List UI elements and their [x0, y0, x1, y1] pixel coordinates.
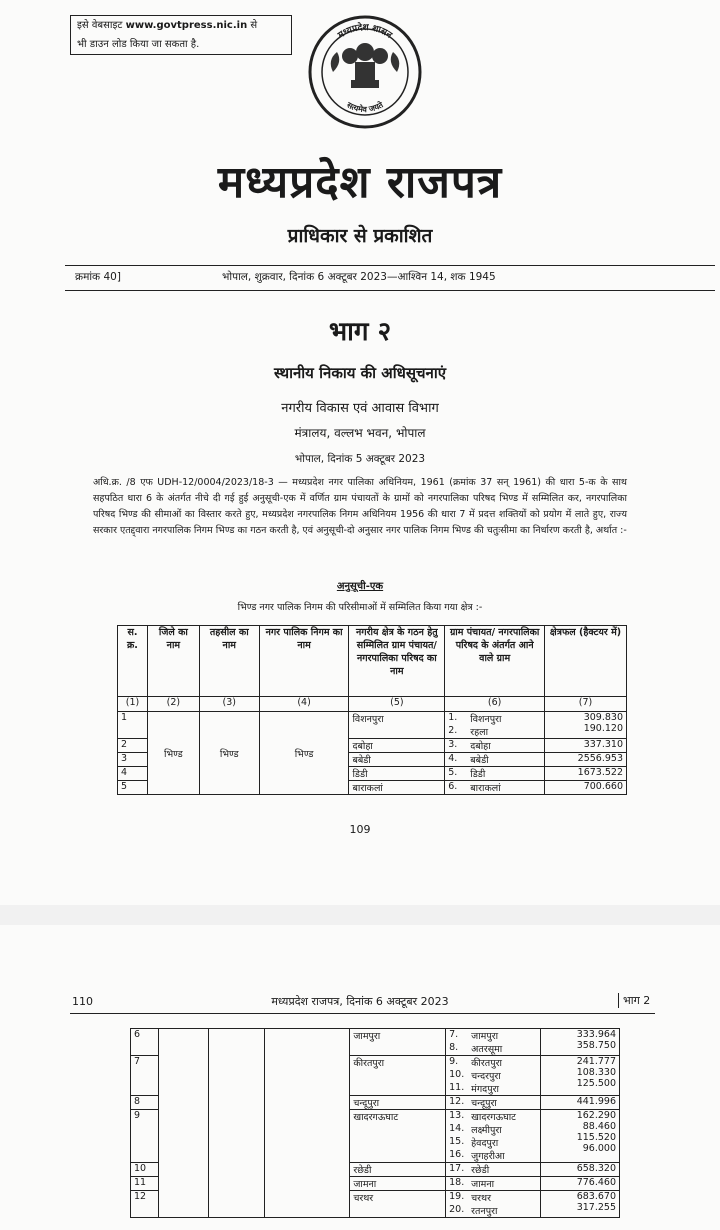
running-part: भाग 2: [618, 993, 650, 1008]
village-item: [449, 1110, 537, 1123]
schedule-table-page2: [130, 1028, 620, 1218]
table-header-row: [118, 626, 627, 697]
area-value: 108.330: [576, 1067, 616, 1078]
notification-date: भोपाल, दिनांक 5 अक्टूबर 2023: [294, 453, 426, 465]
village-number: 5.: [448, 767, 458, 778]
village-number: 13.: [449, 1110, 465, 1121]
village-name: दबोहा: [470, 741, 491, 752]
notice-text: इसे वेबसाइट: [77, 20, 126, 31]
area-list: [545, 712, 627, 739]
village-item: [449, 1082, 537, 1095]
area-value: 88.460: [582, 1121, 616, 1132]
serial-number: 5: [118, 781, 148, 795]
column-number-row: [118, 697, 627, 712]
village-item: [448, 781, 541, 794]
area-value: 683.670: [576, 1191, 616, 1202]
department-name: नगरीय विकास एवं आवास विभाग: [281, 401, 439, 416]
panchayat-name: कीरतपुरा: [350, 1056, 446, 1096]
page-number-2: 110: [72, 995, 93, 1008]
area-value: 700.660: [583, 781, 623, 792]
serial-number: 12: [131, 1191, 159, 1218]
download-notice: [70, 15, 292, 55]
village-list: [446, 1096, 541, 1110]
column-number: (6): [445, 697, 545, 712]
panchayat-name: बबेडी: [349, 753, 445, 767]
village-name: रहला: [470, 727, 489, 738]
area-list: [541, 1191, 620, 1218]
area-value: 337.310: [583, 739, 623, 750]
village-name: रछेडी: [471, 1165, 490, 1176]
village-number: 15.: [449, 1136, 465, 1147]
schedule-caption: भिण्ड नगर पालिक निगम की परिसीमाओं में सम्मिलित किया गया क्षेत्र :-: [237, 602, 483, 613]
gazette-title: मध्यप्रदेश राजपत्र: [217, 157, 503, 208]
divider-top: [65, 265, 715, 266]
part-title: भाग २: [328, 317, 392, 347]
area-list: [541, 1029, 620, 1056]
emblem-top-text: मध्यप्रदेश शासन: [336, 22, 394, 41]
area-list: [545, 753, 627, 767]
village-number: 18.: [449, 1177, 465, 1188]
area-value: 241.777: [576, 1056, 616, 1067]
village-number: 3.: [448, 739, 458, 750]
column-header: ग्राम पंचायत/ नगरपालिका परिषद के अंतर्गत आने वाले ग्राम: [445, 626, 545, 697]
table-row: [131, 1029, 620, 1056]
website-link[interactable]: www.govtpress.nic.in: [125, 20, 248, 31]
village-list: [446, 1191, 541, 1218]
column-number: (1): [118, 697, 148, 712]
village-item: [449, 1177, 537, 1190]
village-list: [446, 1110, 541, 1163]
panchayat-name: डिडी: [349, 767, 445, 781]
village-number: 4.: [448, 753, 458, 764]
village-item: [448, 712, 541, 725]
area-value: 441.996: [576, 1096, 616, 1107]
village-list: [445, 781, 545, 795]
village-number: 20.: [449, 1204, 465, 1215]
area-list: [545, 739, 627, 753]
column-number: (5): [349, 697, 445, 712]
village-name: हेवदपुरा: [471, 1138, 499, 1149]
village-name: अतरसूमा: [471, 1044, 503, 1055]
area-value: 115.520: [576, 1132, 616, 1143]
village-list: [446, 1056, 541, 1096]
village-item: [449, 1096, 537, 1109]
area-value: 333.964: [576, 1029, 616, 1040]
column-header: नगरीय क्षेत्र के गठन हेतु सम्मिलित ग्राम पंचायत/नगरपालिका परिषद का नाम: [349, 626, 445, 697]
area-list: [541, 1096, 620, 1110]
village-name: खादरगऊघाट: [471, 1112, 516, 1123]
serial-number: 10: [131, 1163, 159, 1177]
village-number: 17.: [449, 1163, 465, 1174]
village-number: 12.: [449, 1096, 465, 1107]
serial-number: 1: [118, 712, 148, 739]
village-list: [445, 767, 545, 781]
gazette-subtitle: प्राधिकार से प्रकाशित: [287, 225, 433, 247]
panchayat-name: चन्दूपुरा: [350, 1096, 446, 1110]
column-header: स. क्र.: [118, 626, 148, 697]
area-value: 1673.522: [577, 767, 623, 778]
panchayat-name: दबोहा: [349, 739, 445, 753]
department-address: मंत्रालय, वल्लभ भवन, भोपाल: [294, 426, 426, 440]
village-name: जुगहरीआ: [471, 1151, 505, 1162]
column-header: नगर पालिक निगम का नाम: [259, 626, 349, 697]
schedule-table-page1: [117, 625, 627, 795]
notice-text-line2: भी डाउन लोड किया जा सकता है.: [77, 39, 200, 50]
village-list: [445, 739, 545, 753]
village-name: जामपुरा: [471, 1031, 499, 1042]
village-name: चन्दूपुरा: [471, 1098, 497, 1109]
village-name: जामना: [471, 1179, 495, 1190]
area-value: 162.290: [576, 1110, 616, 1121]
column-number: (7): [545, 697, 627, 712]
area-list: [541, 1056, 620, 1096]
village-name: चन्दरपुरा: [471, 1071, 501, 1082]
serial-number: 3: [118, 753, 148, 767]
serial-number: 4: [118, 767, 148, 781]
village-number: 7.: [449, 1029, 459, 1040]
running-header: मध्यप्रदेश राजपत्र, दिनांक 6 अक्टूबर 2023: [271, 995, 449, 1008]
tehsil-cell: [208, 1029, 264, 1218]
village-name: लक्ष्मीपुरा: [471, 1125, 502, 1136]
page2-rule: [70, 1013, 655, 1014]
panchayat-name: जामपुरा: [350, 1029, 446, 1056]
village-item: [449, 1069, 537, 1082]
section-title: स्थानीय निकाय की अधिसूचनाएं: [273, 364, 447, 382]
village-item: [449, 1204, 537, 1217]
panchayat-name: खादरगऊघाट: [350, 1110, 446, 1163]
area-list: [541, 1110, 620, 1163]
village-number: 10.: [449, 1069, 465, 1080]
table-row: [118, 712, 627, 739]
area-list: [541, 1163, 620, 1177]
village-number: 8.: [449, 1042, 459, 1053]
village-number: 19.: [449, 1191, 465, 1202]
area-value: 317.255: [576, 1202, 616, 1213]
panchayat-name: रछेडी: [350, 1163, 446, 1177]
village-name: कीरतपुरा: [471, 1058, 502, 1069]
village-name: मंगदपुरा: [471, 1084, 499, 1095]
serial-number: 6: [131, 1029, 159, 1056]
district-cell: भिण्ड: [147, 712, 199, 795]
divider-bottom: [65, 290, 715, 291]
village-name: डिडी: [470, 769, 486, 780]
corporation-cell: [264, 1029, 350, 1218]
village-number: 11.: [449, 1082, 465, 1093]
village-item: [449, 1163, 537, 1176]
area-value: 190.120: [583, 723, 623, 734]
village-name: विशनपुरा: [470, 714, 502, 725]
area-value: 2556.953: [577, 753, 623, 764]
notification-text: अधि.क्र. /8 एफ UDH-12/0004/2023/18-3 — मध्यप्रदेश नगर पालिका अधिनियम, 1961 (क्रमांक 37 सन् 1961) की धारा 5-क के साथ सहपठित धारा 6 के अंतर्गत नीचे दी गई हुई अनुसूची-एक में वर्णित ग्राम पंचायतों के ग्रामों को नगरपालिका परिषद भिण्ड में सम्मिलित कर, नगरपालिका परिषद भिण्ड की सीमाओं का विस्तार करते हुए, मध्यप्रदेश नगरपालिक निगम अधिनियम 1956 की धारा 7 में प्रदत्त शक्तियों को प्रयोग में लाते हुए, राज्य सरकार एतद्द्वारा नगरपालिक निगम भिण्ड का गठन करती है, एवं अनुसूची-दो अनुसार नगर पालिक निगम भिण्ड की चतुःसीमा का निर्धारण करती है, अर्थात :-: [93, 477, 627, 536]
village-name: बबेडी: [470, 755, 489, 766]
village-number: 6.: [448, 781, 458, 792]
page-gap: [0, 905, 720, 925]
village-list: [446, 1177, 541, 1191]
serial-number: 8: [131, 1096, 159, 1110]
village-item: [449, 1123, 537, 1136]
tehsil-cell: भिण्ड: [199, 712, 259, 795]
village-item: [448, 725, 541, 738]
panchayat-name: विशनपुरा: [349, 712, 445, 739]
village-item: [448, 753, 541, 766]
village-list: [445, 712, 545, 739]
area-list: [541, 1177, 620, 1191]
village-list: [446, 1163, 541, 1177]
district-cell: [158, 1029, 208, 1218]
area-list: [545, 767, 627, 781]
panchayat-name: जामना: [350, 1177, 446, 1191]
area-value: 658.320: [576, 1163, 616, 1174]
corporation-cell: भिण्ड: [259, 712, 349, 795]
issue-date: भोपाल, शुक्रवार, दिनांक 6 अक्टूबर 2023—आश्विन 14, शक 1945: [222, 271, 496, 283]
area-value: 309.830: [583, 712, 623, 723]
issue-number: क्रमांक 40]: [75, 271, 121, 283]
column-header: जिले का नाम: [147, 626, 199, 697]
village-list: [446, 1029, 541, 1056]
column-header: तहसील का नाम: [199, 626, 259, 697]
village-item: [448, 739, 541, 752]
village-item: [449, 1136, 537, 1149]
village-item: [449, 1149, 537, 1162]
panchayat-name: बाराकलां: [349, 781, 445, 795]
village-item: [449, 1191, 537, 1204]
column-number: (3): [199, 697, 259, 712]
village-item: [449, 1029, 537, 1042]
panchayat-name: चरथर: [350, 1191, 446, 1218]
village-number: 9.: [449, 1056, 459, 1067]
column-header: क्षेत्रफल (हैक्टयर में): [545, 626, 627, 697]
village-name: चरथर: [471, 1193, 492, 1204]
village-name: बाराकलां: [470, 783, 501, 794]
village-number: 14.: [449, 1123, 465, 1134]
column-number: (4): [259, 697, 349, 712]
emblem-motto: सत्यमेव जयते: [345, 100, 385, 115]
serial-number: 9: [131, 1110, 159, 1163]
area-value: 96.000: [582, 1143, 616, 1154]
state-emblem: [305, 12, 425, 130]
village-name: रतनपुरा: [471, 1206, 498, 1217]
village-item: [448, 767, 541, 780]
village-list: [445, 753, 545, 767]
serial-number: 7: [131, 1056, 159, 1096]
village-number: 1.: [448, 712, 458, 723]
area-value: 125.500: [576, 1078, 616, 1089]
area-list: [545, 781, 627, 795]
schedule-title: अनुसूची-एक: [336, 581, 384, 592]
notice-text-suffix: से: [247, 20, 258, 31]
column-number: (2): [147, 697, 199, 712]
village-number: 2.: [448, 725, 458, 736]
village-item: [449, 1042, 537, 1055]
area-value: 358.750: [576, 1040, 616, 1051]
serial-number: 11: [131, 1177, 159, 1191]
area-value: 776.460: [576, 1177, 616, 1188]
village-number: 16.: [449, 1149, 465, 1160]
village-item: [449, 1056, 537, 1069]
page-number-1: 109: [349, 823, 371, 836]
serial-number: 2: [118, 739, 148, 753]
